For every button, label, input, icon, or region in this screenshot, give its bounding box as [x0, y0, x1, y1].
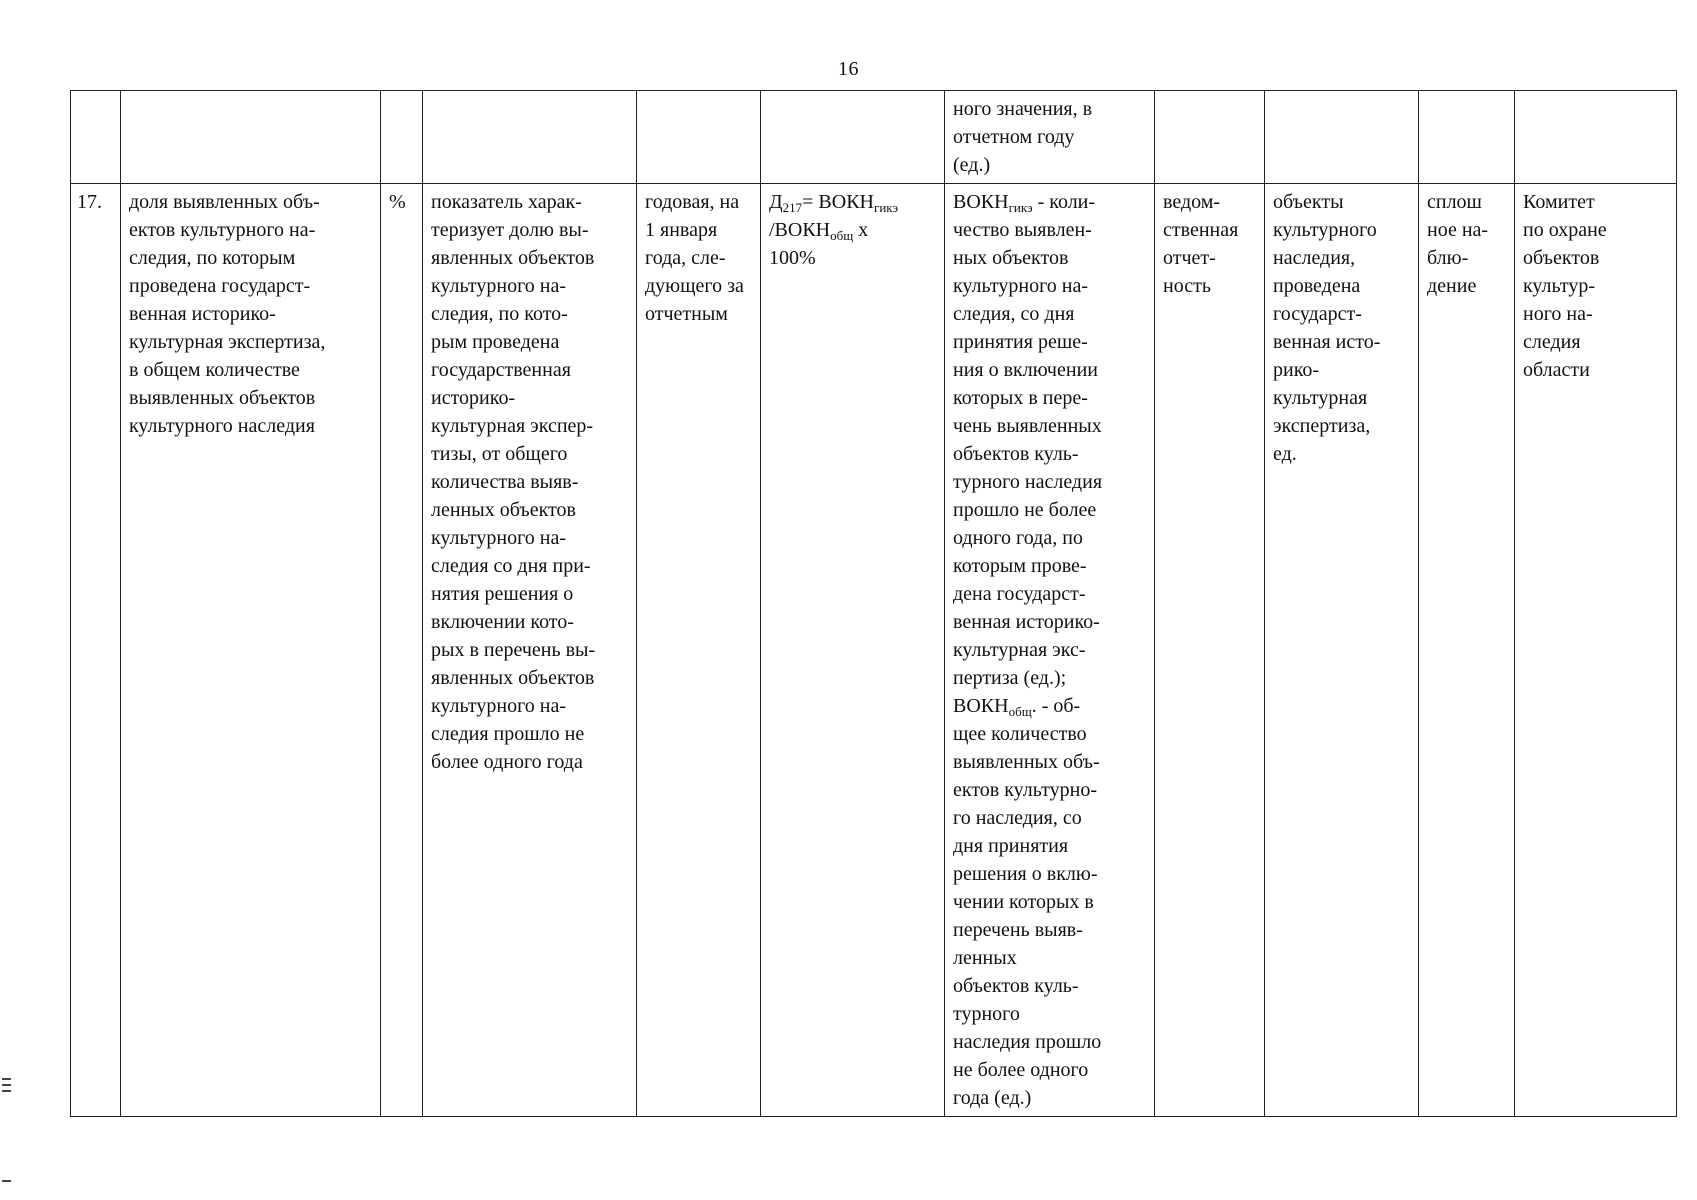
indicators-table — [70, 90, 1677, 1117]
cont-cell-responsible — [1515, 91, 1677, 184]
periodicity: годовая, на 1 января года, сле- дующего за отчетным — [637, 184, 761, 1117]
margin-mark — [2, 1180, 11, 1182]
cont-cell-formula — [761, 91, 945, 184]
cont-cell-definition — [423, 91, 637, 184]
cont-cell-unit-of-observation — [1265, 91, 1419, 184]
cont-cell-number — [71, 91, 121, 184]
collection-method: ведом- ственная отчет- ность — [1155, 184, 1265, 1117]
responsible-body: Комитет по охране объектов культур- ного на- следия области — [1515, 184, 1677, 1117]
basic-indicators: $ВОКН_{гикэ}$ - коли- чество выявлен- ных объектов культурного на- следия, со дня принятия реше- ния о включении которых в пере- чень выявленных объектов куль- турного наследия прошло не более одного года, по которым прове- дена государст- венная историко- культурная экс- пертиза (ед.); $ВОКН_{общ}$. - об- щее количество выявленных объ- ектов культурно- го наследия, со дня принятия решения о вклю- чении которых в перечень выяв- ленных объектов куль- турного наследия прошло не более одного года (ед.) — [945, 184, 1155, 1117]
margin-mark — [2, 1084, 11, 1086]
coverage: сплош ное на- блю- дение — [1419, 184, 1515, 1117]
observation-unit: объекты культурного наследия, проведена государст- венная исто- рико- культурная экспертиза, ед. — [1265, 184, 1419, 1117]
continuation-row — [71, 91, 1677, 184]
calculation-formula: $Д_{217}=$ $ВОКН_{гикэ}$ $/ВОКН_{общ}$ х 100% — [761, 184, 945, 1117]
row-number: 17. — [71, 184, 121, 1117]
indicator-name: доля выявленных объ- ектов культурного на- следия, по которым проведена государст- венная историко- культурная экспертиза, в общем количестве выявленных объектов культурного наследия — [121, 184, 381, 1117]
table-row — [71, 184, 1677, 1117]
cont-cell-unit — [381, 91, 423, 184]
unit-of-measure: % — [381, 184, 423, 1117]
cont-cell-coverage — [1419, 91, 1515, 184]
cont-cell-name — [121, 91, 381, 184]
margin-mark — [2, 1090, 11, 1092]
indicator-definition: показатель харак- теризует долю вы- явленных объектов культурного на- следия, по кото- рым проведена государственная историко- культурная экспер- тизы, от общего количества выяв- ленных объектов культурного на- следия со дня при- нятия решения о включении кото- рых в перечень вы- явленных объектов культурного на- следия прошло не более одного года — [423, 184, 637, 1117]
margin-mark — [2, 1078, 11, 1080]
cont-cell-periodicity — [637, 91, 761, 184]
page-number: 16 — [838, 58, 859, 80]
cont-cell-method — [1155, 91, 1265, 184]
cont-cell-basic-indicators: ного значения, в отчетном году (ед.) — [945, 91, 1155, 184]
